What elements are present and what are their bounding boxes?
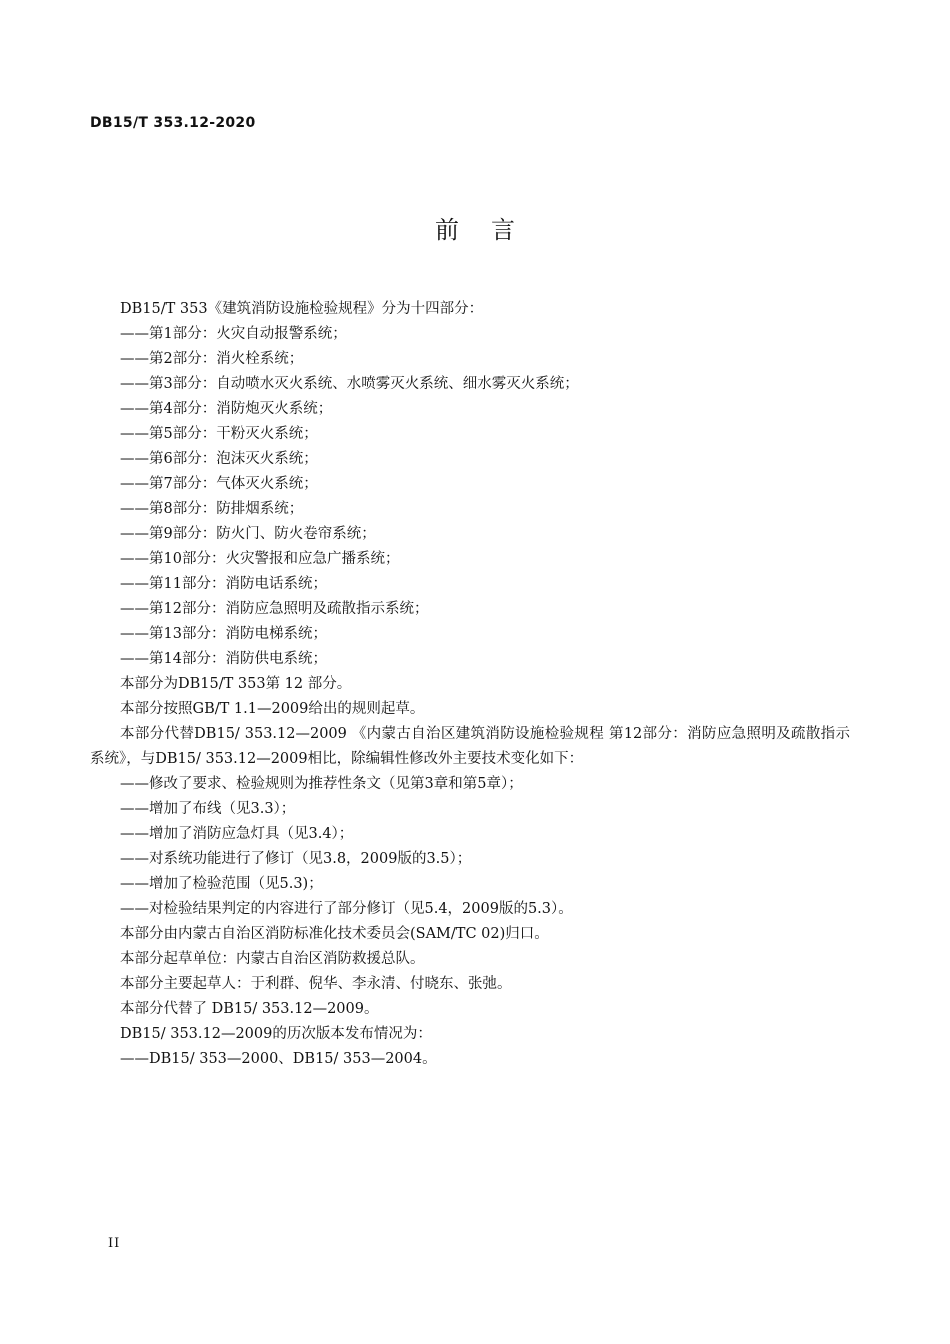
page-number: II (108, 1236, 121, 1251)
paragraph: 本部分为DB15/T 353第 12 部分。 (120, 676, 352, 692)
list-item: ——第2部分：消火栓系统； (120, 351, 304, 367)
paragraph: DB15/ 353.12—2009的历次版本发布情况为： (120, 1026, 432, 1042)
page-title: 前言 (435, 216, 547, 244)
foreword-body (90, 297, 850, 1072)
document-code: DB15/T 353.12-2020 (90, 115, 256, 131)
paragraph: DB15/T 353《建筑消防设施检验规程》分为十四部分： (120, 301, 484, 317)
list-item: ——第13部分：消防电梯系统； (120, 626, 327, 642)
list-item: ——第12部分：消防应急照明及疏散指示系统； (120, 601, 429, 617)
list-item: ——第3部分：自动喷水灭火系统、水喷雾灭火系统、细水雾灭火系统； (120, 376, 579, 392)
list-item: ——对系统功能进行了修订（见3.8，2009版的3.5）； (120, 851, 472, 867)
list-item: ——对检验结果判定的内容进行了部分修订（见5.4，2009版的5.3）。 (120, 901, 573, 917)
list-item: ——第7部分：气体灭火系统； (120, 476, 318, 492)
list-item: ——第5部分：干粉灭火系统； (120, 426, 318, 442)
paragraph: 本部分起草单位：内蒙古自治区消防救援总队。 (120, 951, 425, 967)
list-item: ——修改了要求、检验规则为推荐性条文（见第3章和第5章）； (120, 776, 523, 792)
paragraph: 本部分按照GB/T 1.1—2009给出的规则起草。 (120, 701, 425, 717)
list-item: ——第8部分：防排烟系统； (120, 501, 304, 517)
list-item: ——增加了消防应急灯具（见3.4）； (120, 826, 354, 842)
list-item: ——第14部分：消防供电系统； (120, 651, 327, 667)
list-item: ——第4部分：消防炮灭火系统； (120, 401, 333, 417)
list-item: ——第1部分：火灾自动报警系统； (120, 326, 347, 342)
paragraph: 本部分由内蒙古自治区消防标准化技术委员会(SAM/TC 02)归口。 (120, 926, 549, 942)
list-item: ——增加了检验范围（见5.3)； (120, 876, 323, 892)
list-item: ——第9部分：防火门、防火卷帘系统； (120, 526, 376, 542)
list-item: ——第6部分：泡沫灭火系统； (120, 451, 318, 467)
list-item: ——第11部分：消防电话系统； (120, 576, 327, 592)
paragraph: 本部分主要起草人：于利群、倪华、李永清、付晓东、张弛。 (120, 976, 512, 992)
list-item: ——增加了布线（见3.3）； (120, 801, 296, 817)
list-item: ——DB15/ 353—2000、DB15/ 353—2004。 (120, 1051, 437, 1067)
paragraph: 本部分代替DB15/ 353.12—2009 《内蒙古自治区建筑消防设施检验规程 第12部分：消防应急照明及疏散指示系统》，与DB15/ 353.12—2009相比，除编辑性修改外主要技术变化如下： (90, 726, 850, 767)
paragraph: 本部分代替了 DB15/ 353.12—2009。 (120, 1001, 379, 1017)
list-item: ——第10部分：火灾警报和应急广播系统； (120, 551, 400, 567)
